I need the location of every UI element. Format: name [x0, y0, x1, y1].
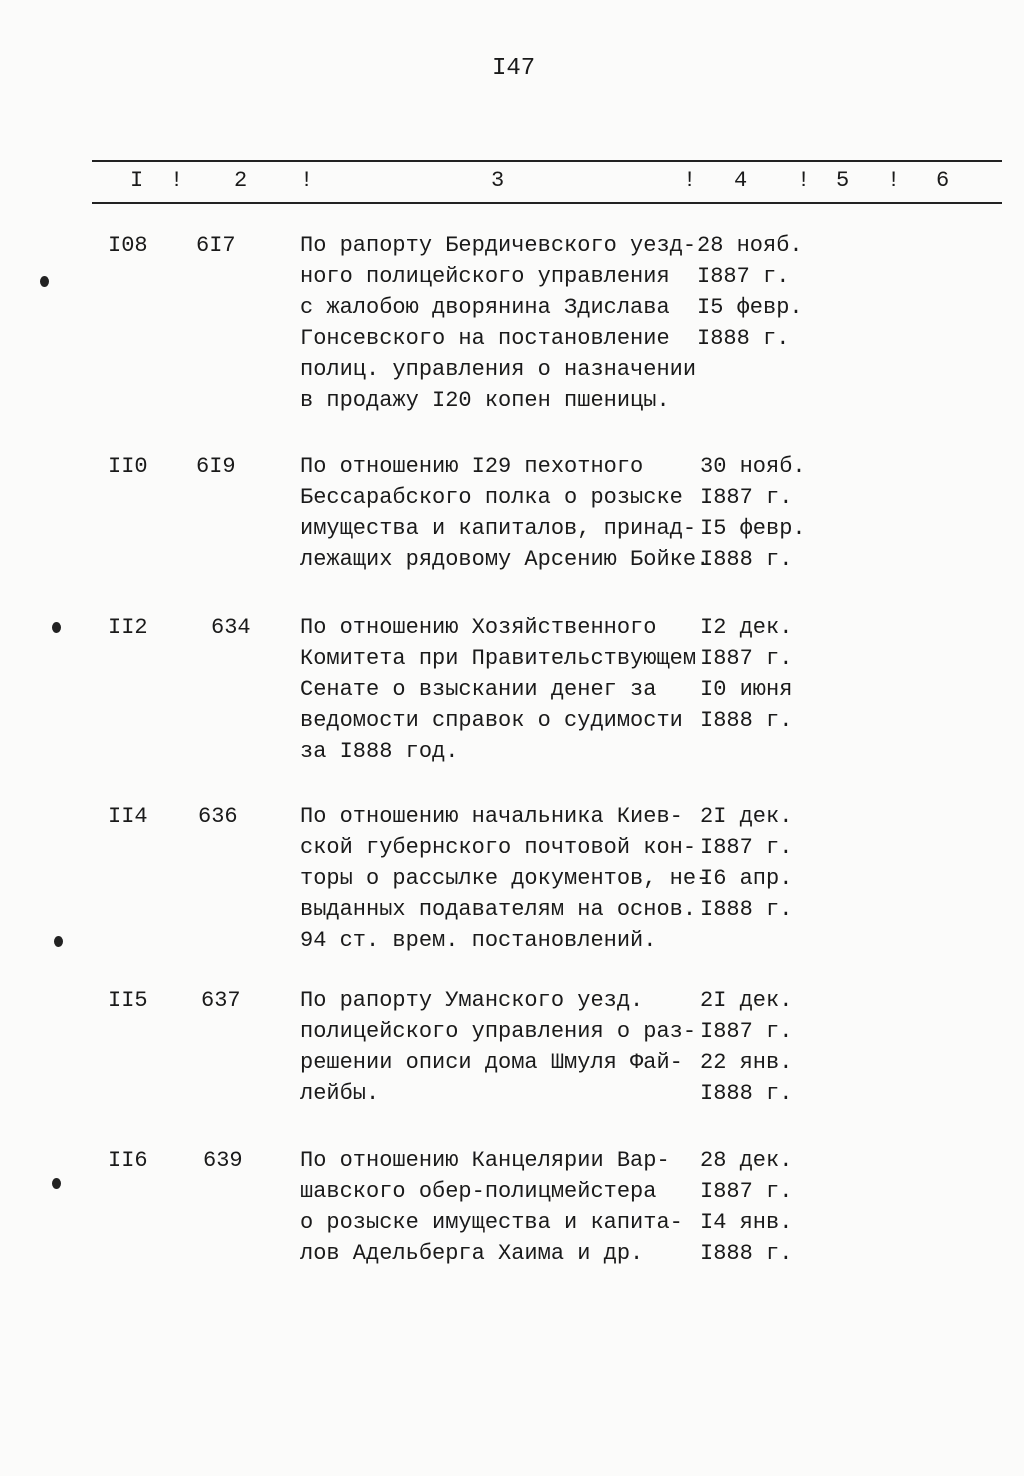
description-line: лежащих рядовому Арсению Бойке. — [300, 547, 710, 572]
header-separator: ! — [170, 168, 184, 193]
header-col-5: 5 — [836, 168, 850, 193]
header-col-3: 3 — [491, 168, 505, 193]
file-number: 637 — [201, 988, 241, 1013]
description-line: 94 ст. врем. постановлений. — [300, 928, 657, 953]
date-line: I887 г. — [700, 1019, 793, 1044]
date-line: I887 г. — [700, 646, 793, 671]
header-col-6: 6 — [936, 168, 950, 193]
header-col-1: I — [130, 168, 144, 193]
description-line: полицейского управления о раз- — [300, 1019, 697, 1044]
punch-hole-mark — [52, 622, 61, 633]
file-number: 634 — [211, 615, 251, 640]
date-line: I4 янв. — [700, 1210, 793, 1235]
file-number: 6I9 — [196, 454, 236, 479]
case-dates — [700, 801, 792, 925]
date-line: I888 г. — [700, 897, 793, 922]
date-line: I0 июня — [700, 677, 793, 702]
date-line: I5 февр. — [697, 295, 803, 320]
description-line: Комитета при Правительствующем — [300, 646, 697, 671]
description-line: По отношению начальника Киев- — [300, 804, 683, 829]
date-line: I2 дек. — [700, 615, 793, 640]
header-top-rule — [92, 160, 1002, 162]
description-line: в продажу I20 копен пшеницы. — [300, 388, 670, 413]
description-line: с жалобою дворянина Здислава — [300, 295, 670, 320]
case-number: II4 — [108, 804, 148, 829]
description-line: По рапорту Бердичевского уезд- — [300, 233, 697, 258]
description-line: ведомости справок о судимости — [300, 708, 683, 733]
description-line: за I888 год. — [300, 739, 459, 764]
punch-hole-mark — [40, 276, 49, 287]
case-description — [300, 1145, 683, 1269]
description-line: Бессарабского полка о розыске — [300, 485, 683, 510]
description-line: решении описи дома Шмуля Фай- — [300, 1050, 683, 1075]
punch-hole-mark — [54, 936, 63, 947]
header-bottom-rule — [92, 202, 1002, 204]
description-line: По рапорту Уманского уезд. — [300, 988, 644, 1013]
date-line: 30 нояб. — [700, 454, 806, 479]
case-description — [300, 451, 709, 575]
description-line: лейбы. — [300, 1081, 380, 1106]
case-description — [300, 230, 696, 416]
case-description — [300, 985, 696, 1109]
header-col-4: 4 — [734, 168, 748, 193]
case-dates — [700, 612, 792, 736]
date-line: 22 янв. — [700, 1050, 793, 1075]
header-separator: ! — [683, 168, 697, 193]
description-line: ской губернского почтовой кон- — [300, 835, 697, 860]
description-line: Гонсевского на постановление — [300, 326, 670, 351]
case-dates — [700, 1145, 792, 1269]
case-dates — [697, 230, 803, 354]
date-line: I888 г. — [700, 1081, 793, 1106]
case-number: I08 — [108, 233, 148, 258]
date-line: I887 г. — [700, 835, 793, 860]
description-line: По отношению I29 пехотного — [300, 454, 644, 479]
description-line: По отношению Канцелярии Вар- — [300, 1148, 670, 1173]
description-line: о розыске имущества и капита- — [300, 1210, 683, 1235]
date-line: 28 дек. — [700, 1148, 793, 1173]
description-line: полиц. управления о назначении — [300, 357, 697, 382]
date-line: I888 г. — [697, 326, 790, 351]
date-line: I887 г. — [700, 1179, 793, 1204]
file-number: 639 — [203, 1148, 243, 1173]
date-line: 28 нояб. — [697, 233, 803, 258]
date-line: 2I дек. — [700, 804, 793, 829]
case-description — [300, 612, 696, 767]
date-line: I887 г. — [700, 485, 793, 510]
page-number: I47 — [492, 55, 536, 82]
date-line: I887 г. — [697, 264, 790, 289]
date-line: 2I дек. — [700, 988, 793, 1013]
description-line: выданных подавателям на основ. — [300, 897, 697, 922]
date-line: I888 г. — [700, 547, 793, 572]
header-separator: ! — [797, 168, 811, 193]
header-col-2: 2 — [234, 168, 248, 193]
description-line: По отношению Хозяйственного — [300, 615, 657, 640]
description-line: лов Адельберга Хаима и др. — [300, 1241, 644, 1266]
file-number: 6I7 — [196, 233, 236, 258]
date-line: I6 апр. — [700, 866, 793, 891]
case-number: II0 — [108, 454, 148, 479]
description-line: шавского обер-полицмейстера — [300, 1179, 657, 1204]
punch-hole-mark — [52, 1178, 61, 1189]
header-separator: ! — [300, 168, 314, 193]
case-number: II5 — [108, 988, 148, 1013]
date-line: I888 г. — [700, 708, 793, 733]
date-line: I888 г. — [700, 1241, 793, 1266]
file-number: 636 — [198, 804, 238, 829]
case-number: II2 — [108, 615, 148, 640]
header-separator: ! — [887, 168, 901, 193]
case-dates — [700, 451, 806, 575]
date-line: I5 февр. — [700, 516, 806, 541]
case-description — [300, 801, 709, 956]
description-line: имущества и капиталов, принад- — [300, 516, 697, 541]
case-number: II6 — [108, 1148, 148, 1173]
description-line: торы о рассылке документов, не- — [300, 866, 710, 891]
description-line: ного полицейского управления — [300, 264, 670, 289]
description-line: Сенате о взыскании денег за — [300, 677, 657, 702]
case-dates — [700, 985, 792, 1109]
